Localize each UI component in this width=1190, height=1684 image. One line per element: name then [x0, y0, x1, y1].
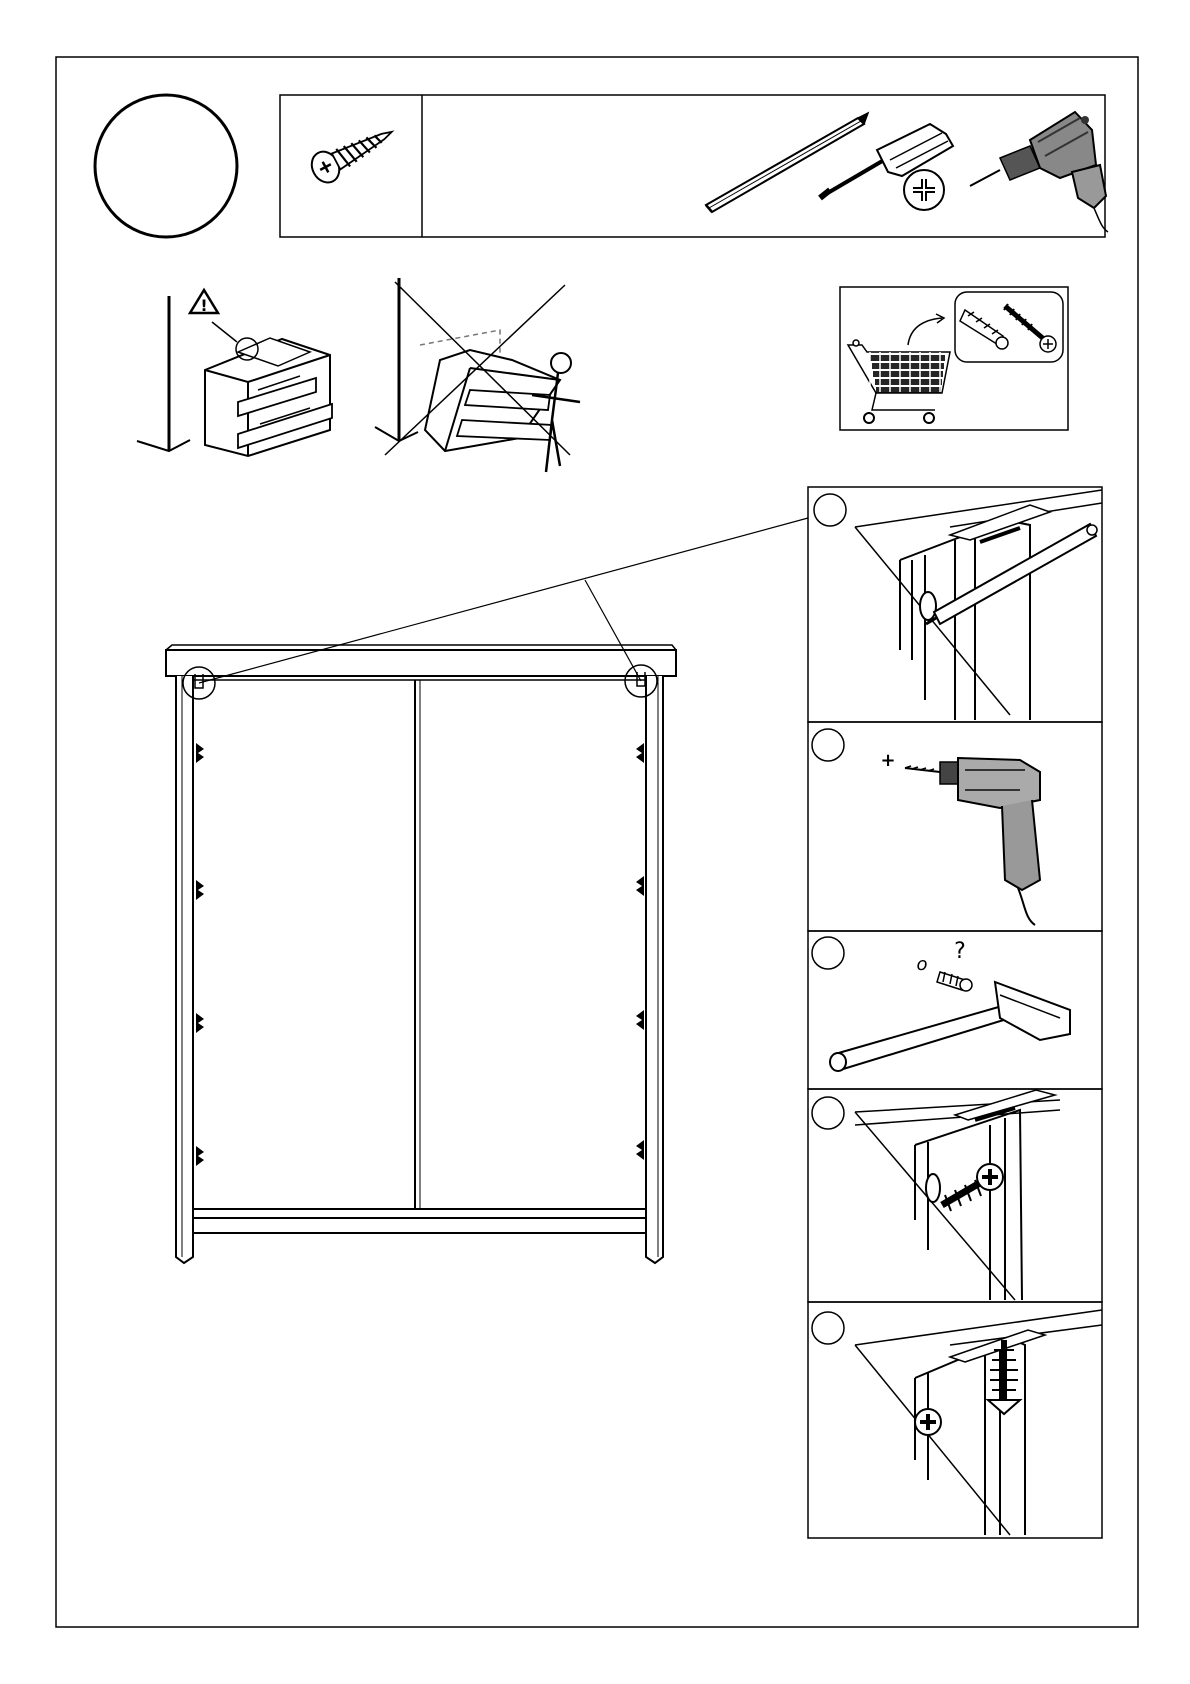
- anchored-drawer-chest-illustration: [137, 290, 332, 456]
- warning-triangle-icon: [190, 290, 218, 315]
- question-symbol: ?: [954, 939, 966, 964]
- wardrobe-back-view: [166, 518, 808, 1263]
- screw-icon: [942, 1164, 1003, 1211]
- electric-drill-icon: [970, 112, 1108, 232]
- detail-step-5: [808, 1302, 1102, 1538]
- phillips-screw-head-icon: [915, 1409, 941, 1435]
- tipping-drawer-chest-illustration: [375, 278, 580, 472]
- hole-symbol: o: [916, 954, 928, 975]
- detail-step-1: [808, 487, 1102, 722]
- hammer-icon: [830, 982, 1070, 1071]
- parts-tools-box: [280, 95, 1108, 237]
- step-number-badge: [95, 95, 237, 237]
- detail-steps-column: [808, 487, 1102, 1538]
- right-drawer-runners: [636, 743, 644, 1160]
- drill-symbol: +: [880, 750, 896, 771]
- detail-step-4: [808, 1089, 1102, 1302]
- wall-plug-and-screw-bubble: [955, 292, 1063, 362]
- detail-step-2: [808, 722, 1102, 931]
- wall-plug-icon: [937, 972, 972, 991]
- pencil-icon: [706, 113, 868, 212]
- electric-drill-icon: [905, 758, 1040, 925]
- countersunk-screw-icon: [307, 118, 400, 188]
- svg-text:!: !: [200, 296, 208, 315]
- pencil-icon: [926, 524, 1097, 624]
- buy-separately-box: [840, 287, 1068, 430]
- left-drawer-runners: [196, 743, 204, 1166]
- detail-step-3: [808, 931, 1102, 1089]
- shopping-cart-icon: [848, 314, 950, 423]
